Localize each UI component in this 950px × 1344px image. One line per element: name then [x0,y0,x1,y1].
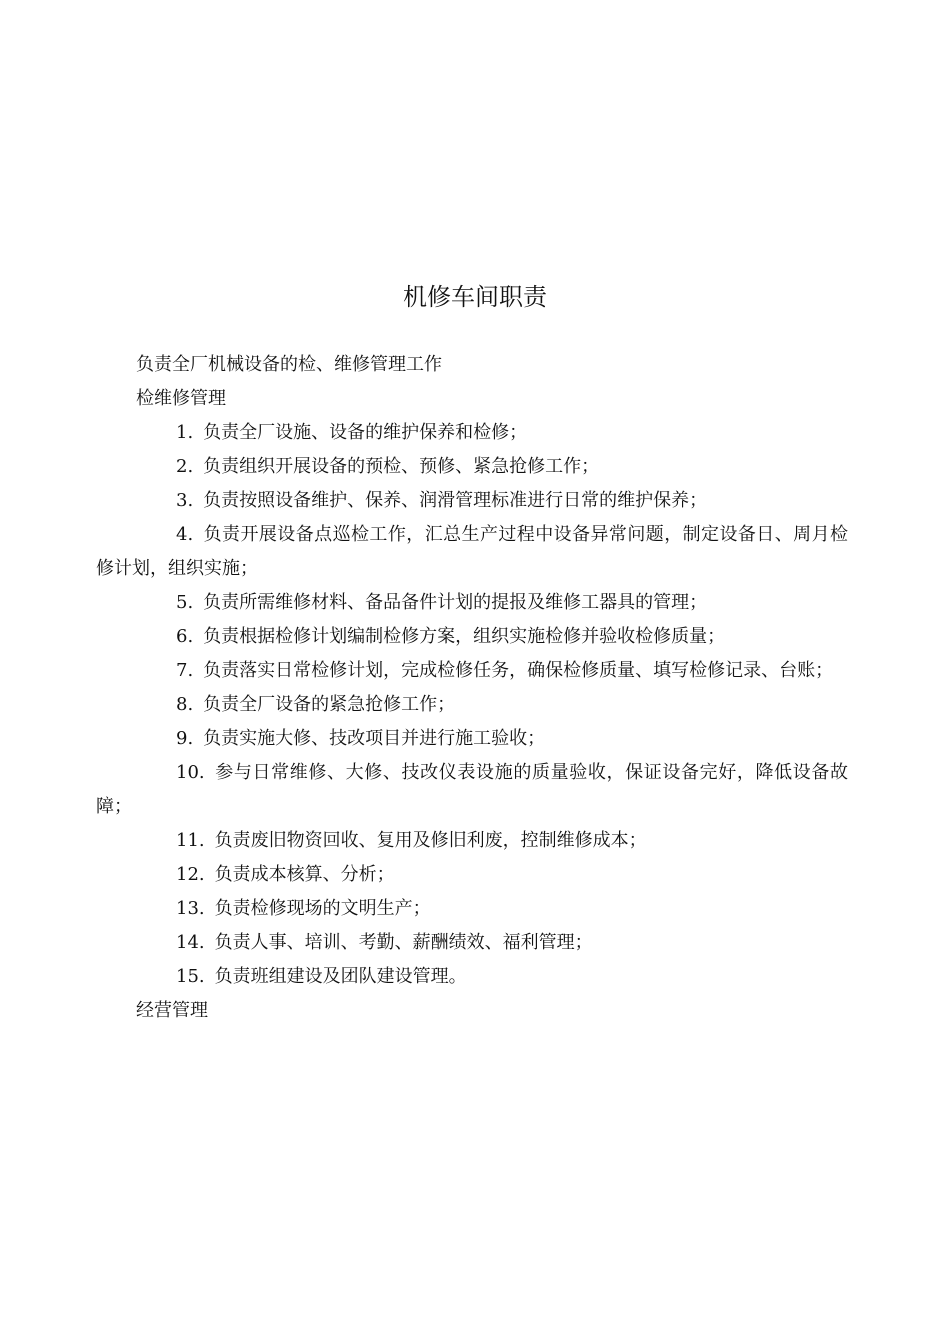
duty-item-number: 7. [176,660,194,681]
duty-item-text: 负责落实日常检修计划，完成检修任务，确保检修质量、填写检修记录、台账； [203,660,834,681]
document-body [96,348,848,1028]
duty-item-text: 负责全厂设施、设备的维护保养和检修； [203,422,528,443]
duty-item [96,926,848,960]
duty-item-number: 13. [176,898,205,919]
duty-item [96,756,848,824]
duty-item [96,484,848,518]
duty-item [96,654,848,688]
duty-item-number: 11. [176,830,205,851]
duty-item-text: 参与日常维修、大修、技改仪表设施的质量验收，保证设备完好，降低设备故障； [96,762,848,817]
duty-item-number: 15. [176,966,205,987]
duty-item-text: 负责所需维修材料、备品备件计划的提报及维修工器具的管理； [203,592,708,613]
duty-item-text: 负责人事、培训、考勤、薪酬绩效、福利管理； [214,932,593,953]
duty-item-text: 负责按照设备维护、保养、润滑管理标准进行日常的维护保养； [203,490,708,511]
duty-item-number: 10. [176,762,205,783]
duty-item [96,450,848,484]
duty-item [96,960,848,994]
document-title: 机修车间职责 [403,283,547,311]
duty-item-text: 负责检修现场的文明生产； [214,898,431,919]
duty-item [96,518,848,586]
duty-item-number: 2. [176,456,194,477]
duty-item-number: 6. [176,626,194,647]
duty-item-text: 负责根据检修计划编制检修方案，组织实施检修并验收检修质量； [203,626,726,647]
duty-item [96,858,848,892]
duty-item-number: 9. [176,728,194,749]
duty-item-number: 3. [176,490,194,511]
duty-item-text: 负责组织开展设备的预检、预修、紧急抢修工作； [203,456,600,477]
duty-item-text: 负责开展设备点巡检工作，汇总生产过程中设备异常问题，制定设备日、周月检修计划，组织实施； [96,524,848,579]
duty-item-number: 1. [176,422,194,443]
duty-item-text: 负责全厂设备的紧急抢修工作； [203,694,456,715]
duty-item-text: 负责班组建设及团队建设管理。 [214,966,467,987]
duty-item-number: 8. [176,694,194,715]
duty-item-number: 12. [176,864,205,885]
duty-item-text: 负责废旧物资回收、复用及修旧利废，控制维修成本； [214,830,647,851]
duty-item [96,416,848,450]
section-heading-maintenance: 检维修管理 [136,388,226,409]
duty-item [96,688,848,722]
duty-item [96,892,848,926]
duty-item-text: 负责实施大修、技改项目并进行施工验收； [203,728,546,749]
duty-item [96,824,848,858]
summary-paragraph: 负责全厂机械设备的检、维修管理工作 [136,354,442,375]
duty-item-number: 5. [176,592,194,613]
duty-item-number: 14. [176,932,205,953]
duty-list [96,416,848,994]
duty-item [96,722,848,756]
duty-item [96,620,848,654]
duty-item-text: 负责成本核算、分析； [214,864,395,885]
duty-item [96,586,848,620]
section-heading-operations: 经营管理 [136,1000,208,1021]
duty-item-number: 4. [176,524,194,545]
